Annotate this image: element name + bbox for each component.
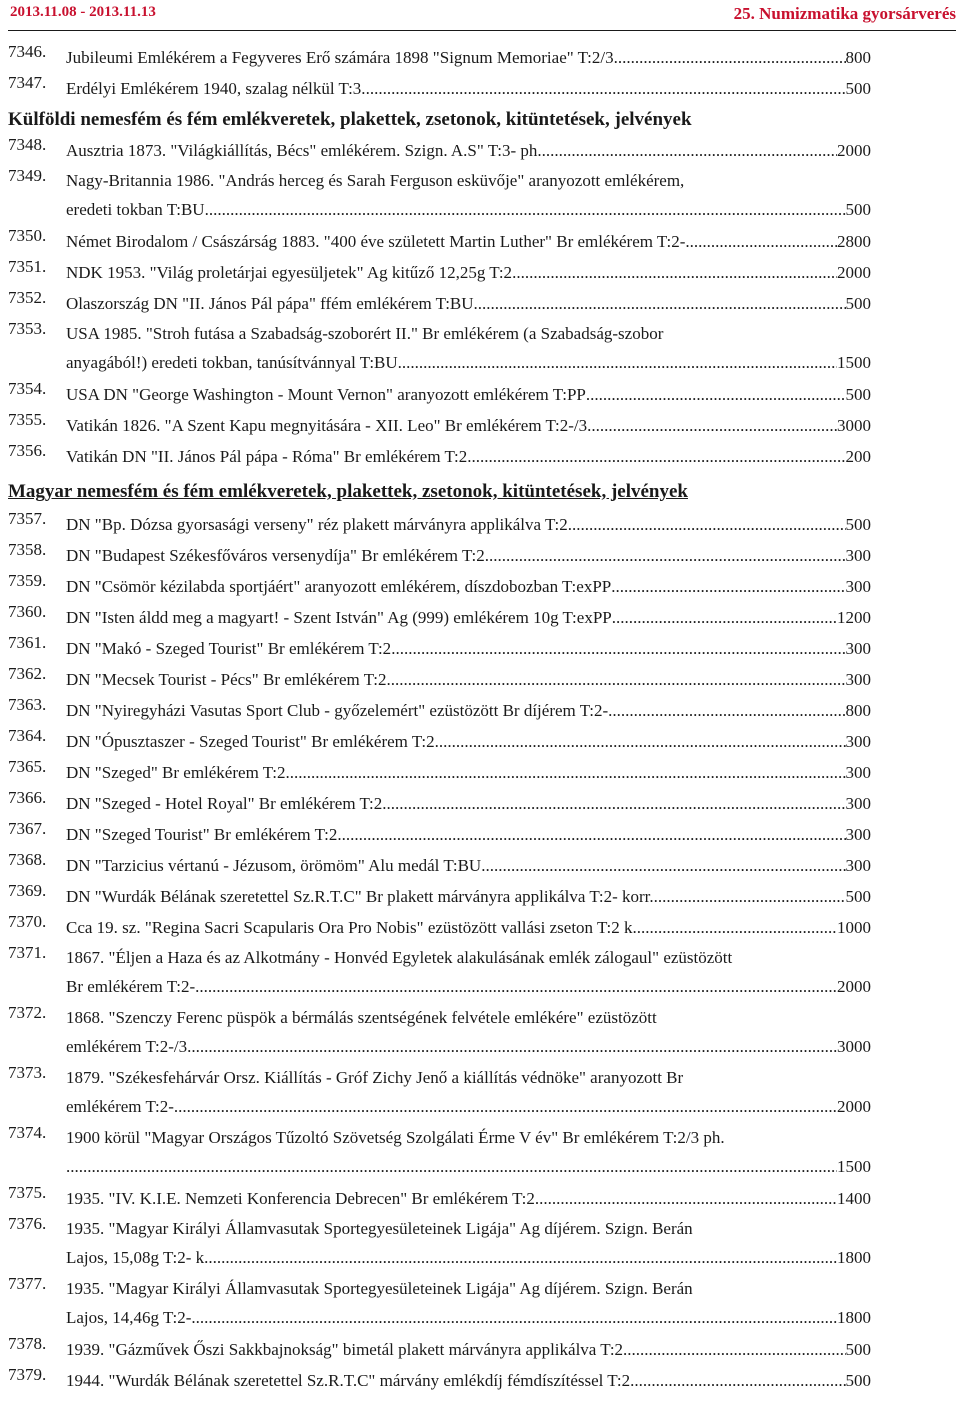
description-text: DN "Tarzicius vértanú - Jézusom, örömöm" Alu medál T:BU	[66, 856, 482, 875]
lot-description	[66, 42, 871, 73]
description-text: Lajos, 15,08g T:2- k.	[66, 1248, 209, 1267]
description-line	[66, 1063, 871, 1092]
description-text: eredeti tokban T:BU	[66, 200, 205, 219]
starting-price: 500	[845, 294, 871, 313]
lot-number: 7357.	[8, 509, 47, 528]
description-text: Német Birodalom / Császárság 1883. "400 éve született Martin Luther" Br emlékérem T:2-	[66, 232, 686, 251]
starting-price: 1500	[837, 1157, 871, 1176]
description-line	[66, 226, 871, 257]
starting-price: 1000	[837, 918, 871, 937]
description-line	[66, 695, 871, 726]
dot-leader	[474, 288, 846, 319]
description-line	[66, 257, 871, 288]
lot-description	[66, 319, 871, 377]
description-line	[66, 571, 871, 602]
description-text: 1867. "Éljen a Haza és az Alkotmány - Honvéd Egyletek alakulásának emlék zálogaul" ezüstözött	[66, 948, 733, 967]
description-text: Br emlékérem T:2-	[66, 977, 196, 996]
lot-number: 7366.	[8, 788, 47, 807]
dot-leader	[435, 726, 846, 757]
description-line	[66, 972, 871, 1001]
lot-description	[66, 571, 871, 602]
lot-description	[66, 726, 871, 757]
dot-leader	[382, 788, 845, 819]
lot-description	[66, 166, 871, 224]
lot-item	[0, 540, 960, 571]
auction-title: 25. Numizmatika gyorsárverés	[733, 4, 956, 23]
description-line	[66, 379, 871, 410]
description-line	[66, 881, 871, 912]
lot-description	[66, 1003, 871, 1061]
starting-price: 300	[845, 732, 871, 751]
description-text: 1935. "Magyar Királyi Államvasutak Sportegyesületeinek Ligája" Ag díjérem. Szign. Berán	[66, 1279, 693, 1298]
description-text: NDK 1953. "Világ proletárjai egyesüljetek" Ag kitűző 12,25g T:2	[66, 263, 513, 282]
starting-price: 300	[845, 577, 871, 596]
description-text: DN "Bp. Dózsa gyorsasági verseny" réz plakett márványra applikálva T:2	[66, 515, 568, 534]
description-line	[66, 195, 871, 224]
lot-item	[0, 42, 960, 73]
description-text: anyagából!) eredeti tokban, tanúsítvánnyal T:BU	[66, 353, 398, 372]
starting-price: 2000	[837, 977, 871, 996]
item-group-b	[0, 135, 960, 472]
description-line	[66, 757, 871, 788]
catalog-content	[0, 42, 960, 1396]
description-line	[66, 788, 871, 819]
lot-number: 7362.	[8, 664, 47, 683]
starting-price: 1400	[837, 1189, 871, 1208]
item-group-a	[0, 42, 960, 104]
description-line	[66, 1303, 871, 1332]
dot-leader	[467, 441, 845, 472]
dot-leader	[195, 972, 837, 1001]
description-text: 1935. "IV. K.I.E. Nemzeti Konferencia Debrecen" Br emlékérem T:2	[66, 1189, 535, 1208]
starting-price: 800	[845, 701, 871, 720]
lot-number: 7369.	[8, 881, 47, 900]
description-text: Nagy-Britannia 1986. "András herceg és Sarah Ferguson esküvője" aranyozott emlékérem,	[66, 171, 685, 190]
date-range: 2013.11.08 - 2013.11.13	[10, 4, 156, 20]
description-text: DN "Wurdák Bélának szeretettel Sz.R.T.C" Br plakett márványra applikálva T:2- korr.	[66, 887, 654, 906]
starting-price: 300	[845, 794, 871, 813]
lot-item	[0, 1334, 960, 1365]
description-text: 1939. "Gázművek Őszi Sakkbajnokság" bimetál plakett márványra applikálva T:2	[66, 1340, 624, 1359]
description-line	[66, 943, 871, 972]
lot-number: 7355.	[8, 410, 47, 429]
dot-leader	[386, 664, 845, 695]
starting-price: 300	[845, 825, 871, 844]
description-line	[66, 1092, 871, 1121]
lot-item	[0, 602, 960, 633]
lot-item	[0, 226, 960, 257]
description-line	[66, 42, 871, 73]
lot-item	[0, 819, 960, 850]
starting-price: 1500	[837, 353, 871, 372]
description-line	[66, 1003, 871, 1032]
description-text: emlékérem T:2-/3	[66, 1037, 188, 1056]
description-text: DN "Ópusztaszer - Szeged Tourist" Br emlékérem T:2	[66, 732, 435, 751]
dot-leader	[208, 1243, 837, 1272]
description-text: 1900 körül "Magyar Országos Tűzoltó Szövetség Szolgálati Érme V év" Br emlékérem T:2/3 ph.	[66, 1128, 725, 1147]
dot-leader	[542, 135, 837, 166]
lot-number: 7356.	[8, 441, 47, 460]
starting-price: 2800	[837, 232, 871, 251]
lot-description	[66, 1334, 871, 1365]
lot-number: 7376.	[8, 1214, 47, 1233]
lot-description	[66, 602, 871, 633]
description-line	[66, 1032, 871, 1061]
dot-leader	[611, 571, 845, 602]
description-text: DN "Isten áldd meg a magyart! - Szent István" Ag (999) emlékérem 10g T:exPP	[66, 608, 612, 627]
lot-item	[0, 1123, 960, 1181]
description-text: DN "Csömör kézilabda sportjáért" aranyozott emlékérem, díszdobozban T:exPP	[66, 577, 612, 596]
lot-item	[0, 1365, 960, 1396]
lot-description	[66, 943, 871, 1001]
lot-description	[66, 509, 871, 540]
dot-leader	[612, 602, 837, 633]
description-text: DN "Makó - Szeged Tourist" Br emlékérem T:2	[66, 639, 392, 658]
description-line	[66, 726, 871, 757]
page-header	[0, 0, 960, 34]
lot-number: 7347.	[8, 73, 47, 92]
description-text: Lajos, 14,46g T:2-	[66, 1308, 192, 1327]
starting-price: 500	[845, 385, 871, 404]
lot-item	[0, 757, 960, 788]
lot-description	[66, 379, 871, 410]
lot-number: 7378.	[8, 1334, 47, 1353]
description-line	[66, 1365, 871, 1396]
lot-number: 7364.	[8, 726, 47, 745]
description-text: Olaszország DN "II. János Pál pápa" ffém emlékérem T:BU	[66, 294, 474, 313]
starting-price: 1800	[837, 1248, 871, 1267]
starting-price: 500	[845, 1371, 871, 1390]
description-text: Cca 19. sz. "Regina Sacri Scapularis Ora Pro Nobis" ezüstözött vallási zseton T:2 k.	[66, 918, 637, 937]
dot-leader	[614, 42, 846, 73]
starting-price: 500	[845, 887, 871, 906]
item-group-c	[0, 509, 960, 1396]
lot-description	[66, 912, 871, 943]
starting-price: 1200	[837, 608, 871, 627]
lot-description	[66, 850, 871, 881]
lot-item	[0, 1063, 960, 1121]
dot-leader	[187, 1032, 837, 1061]
lot-description	[66, 540, 871, 571]
starting-price: 2000	[837, 141, 871, 160]
dot-leader	[586, 379, 846, 410]
starting-price: 800	[845, 48, 871, 67]
lot-description	[66, 1183, 871, 1214]
description-line	[66, 540, 871, 571]
starting-price: 1800	[837, 1308, 871, 1327]
lot-description	[66, 288, 871, 319]
dot-leader	[630, 1365, 845, 1396]
lot-description	[66, 757, 871, 788]
description-line	[66, 288, 871, 319]
lot-item	[0, 166, 960, 224]
lot-item	[0, 1183, 960, 1214]
description-line	[66, 850, 871, 881]
lot-description	[66, 1214, 871, 1272]
lot-description	[66, 819, 871, 850]
description-line	[66, 633, 871, 664]
lot-number: 7367.	[8, 819, 47, 838]
dot-leader	[174, 1092, 837, 1121]
description-text: Jubileumi Emlékérem a Fegyveres Erő számára 1898 "Signum Memoriae" T:2/3	[66, 48, 614, 67]
lot-item	[0, 135, 960, 166]
lot-item	[0, 441, 960, 472]
lot-number: 7358.	[8, 540, 47, 559]
lot-item	[0, 912, 960, 943]
starting-price: 3000	[837, 1037, 871, 1056]
description-line	[66, 912, 871, 943]
lot-item	[0, 943, 960, 1001]
lot-description	[66, 695, 871, 726]
lot-number: 7374.	[8, 1123, 47, 1142]
dot-leader	[587, 410, 837, 441]
description-line	[66, 348, 871, 377]
description-line	[66, 73, 871, 104]
dot-leader	[481, 850, 845, 881]
description-text: DN "Budapest Székesfőváros versenydíja" Br emlékérem T:2	[66, 546, 485, 565]
lot-number: 7349.	[8, 166, 47, 185]
lot-item	[0, 850, 960, 881]
description-text: DN "Szeged - Hotel Royal" Br emlékérem T:2	[66, 794, 383, 813]
lot-number: 7370.	[8, 912, 47, 931]
starting-price: 300	[845, 639, 871, 658]
dot-leader	[685, 226, 837, 257]
dot-leader	[66, 1152, 837, 1181]
starting-price: 300	[845, 856, 871, 875]
lot-number: 7350.	[8, 226, 47, 245]
lot-description	[66, 788, 871, 819]
description-text: USA 1985. "Stroh futása a Szabadság-szoborért II." Br emlékérem (a Szabadság-szobor	[66, 324, 664, 343]
starting-price: 500	[845, 79, 871, 98]
lot-description	[66, 226, 871, 257]
starting-price: 2000	[837, 1097, 871, 1116]
description-line	[66, 1274, 871, 1303]
lot-item	[0, 695, 960, 726]
dot-leader	[608, 695, 845, 726]
lot-item	[0, 633, 960, 664]
description-text: Ausztria 1873. "Világkiállítás, Bécs" emlékérem. Szign. A.S" T:3- ph.	[66, 141, 542, 160]
description-line	[66, 1183, 871, 1214]
starting-price: 500	[845, 200, 871, 219]
description-line	[66, 319, 871, 348]
dot-leader	[337, 819, 845, 850]
lot-description	[66, 441, 871, 472]
lot-number: 7348.	[8, 135, 47, 154]
lot-description	[66, 73, 871, 104]
lot-item	[0, 319, 960, 377]
lot-number: 7353.	[8, 319, 47, 338]
description-line	[66, 410, 871, 441]
lot-description	[66, 633, 871, 664]
lot-number: 7379.	[8, 1365, 47, 1384]
section-heading-hungarian: Magyar nemesfém és fém emlékveretek, plakettek, zsetonok, kitüntetések, jelvények	[8, 481, 688, 502]
dot-leader	[391, 633, 845, 664]
lot-item	[0, 664, 960, 695]
lot-item	[0, 788, 960, 819]
header-divider	[8, 30, 956, 31]
lot-description	[66, 1063, 871, 1121]
dot-leader	[623, 1334, 845, 1365]
dot-leader	[568, 509, 846, 540]
description-text: emlékérem T:2-	[66, 1097, 174, 1116]
lot-number: 7377.	[8, 1274, 47, 1293]
starting-price: 300	[845, 763, 871, 782]
description-line	[66, 1243, 871, 1272]
lot-item	[0, 257, 960, 288]
dot-leader	[366, 73, 846, 104]
lot-number: 7368.	[8, 850, 47, 869]
description-text: 1935. "Magyar Királyi Államvasutak Sportegyesületeinek Ligája" Ag díjérem. Szign. Berán	[66, 1219, 693, 1238]
description-text: Erdélyi Emlékérem 1940, szalag nélkül T:3.	[66, 79, 366, 98]
description-text: DN "Nyiregyházi Vasutas Sport Club - győzelemért" ezüstözött Br díjérem T:2-	[66, 701, 609, 720]
lot-item	[0, 379, 960, 410]
lot-number: 7361.	[8, 633, 47, 652]
description-line	[66, 1123, 871, 1152]
description-line	[66, 664, 871, 695]
lot-description	[66, 1274, 871, 1332]
dot-leader	[191, 1303, 837, 1332]
description-text: USA DN "George Washington - Mount Vernon" aranyozott emlékérem T:PP	[66, 385, 586, 404]
lot-description	[66, 1123, 871, 1181]
description-line	[66, 1152, 871, 1181]
dot-leader	[205, 195, 846, 224]
lot-item	[0, 1214, 960, 1272]
description-line	[66, 602, 871, 633]
dot-leader	[485, 540, 846, 571]
lot-number: 7371.	[8, 943, 47, 962]
lot-item	[0, 410, 960, 441]
description-text: 1944. "Wurdák Bélának szeretettel Sz.R.T.C" márvány emlékdíj fémdíszítéssel T:2	[66, 1371, 631, 1390]
lot-number: 7354.	[8, 379, 47, 398]
dot-leader	[286, 757, 846, 788]
description-text: 1879. "Székesfehárvár Orsz. Kiállítás - Gróf Zichy Jenő a kiállítás védnöke" aranyozott Br	[66, 1068, 684, 1087]
lot-number: 7351.	[8, 257, 47, 276]
lot-item	[0, 509, 960, 540]
description-text: DN "Szeged Tourist" Br emlékérem T:2	[66, 825, 338, 844]
starting-price: 200	[845, 447, 871, 466]
starting-price: 500	[845, 515, 871, 534]
lot-item	[0, 726, 960, 757]
lot-number: 7372.	[8, 1003, 47, 1022]
dot-leader	[398, 348, 837, 377]
lot-number: 7360.	[8, 602, 47, 621]
starting-price: 300	[845, 546, 871, 565]
lot-item	[0, 571, 960, 602]
lot-number: 7352.	[8, 288, 47, 307]
lot-number: 7373.	[8, 1063, 47, 1082]
lot-description	[66, 881, 871, 912]
dot-leader	[637, 912, 837, 943]
lot-number: 7363.	[8, 695, 47, 714]
description-line	[66, 166, 871, 195]
lot-number: 7359.	[8, 571, 47, 590]
description-line	[66, 135, 871, 166]
lot-number: 7365.	[8, 757, 47, 776]
dot-leader	[654, 881, 846, 912]
starting-price: 500	[845, 1340, 871, 1359]
lot-item	[0, 1274, 960, 1332]
starting-price: 2000	[837, 263, 871, 282]
lot-description	[66, 664, 871, 695]
lot-item	[0, 1003, 960, 1061]
description-text: 1868. "Szenczy Ferenc püspök a bérmálás szentségének felvétele emlékére" ezüstözött	[66, 1008, 657, 1027]
lot-item	[0, 73, 960, 104]
lot-number: 7375.	[8, 1183, 47, 1202]
description-text: DN "Szeged" Br emlékérem T:2	[66, 763, 286, 782]
description-text: DN "Mecsek Tourist - Pécs" Br emlékérem T:2	[66, 670, 387, 689]
dot-leader	[512, 257, 837, 288]
lot-description	[66, 1365, 871, 1396]
lot-description	[66, 257, 871, 288]
lot-item	[0, 881, 960, 912]
description-line	[66, 441, 871, 472]
description-line	[66, 509, 871, 540]
lot-description	[66, 135, 871, 166]
description-line	[66, 1334, 871, 1365]
description-text: Vatikán DN "II. János Pál pápa - Róma" Br emlékérem T:2	[66, 447, 468, 466]
starting-price: 300	[845, 670, 871, 689]
lot-item	[0, 288, 960, 319]
description-line	[66, 819, 871, 850]
starting-price: 3000	[837, 416, 871, 435]
description-line	[66, 1214, 871, 1243]
lot-description	[66, 410, 871, 441]
description-text: Vatikán 1826. "A Szent Kapu megnyitására - XII. Leo" Br emlékérem T:2-/3	[66, 416, 588, 435]
lot-number: 7346.	[8, 42, 47, 61]
dot-leader	[535, 1183, 837, 1214]
section-heading-foreign: Külföldi nemesfém és fém emlékveretek, plakettek, zsetonok, kitüntetések, jelvények	[8, 109, 692, 130]
